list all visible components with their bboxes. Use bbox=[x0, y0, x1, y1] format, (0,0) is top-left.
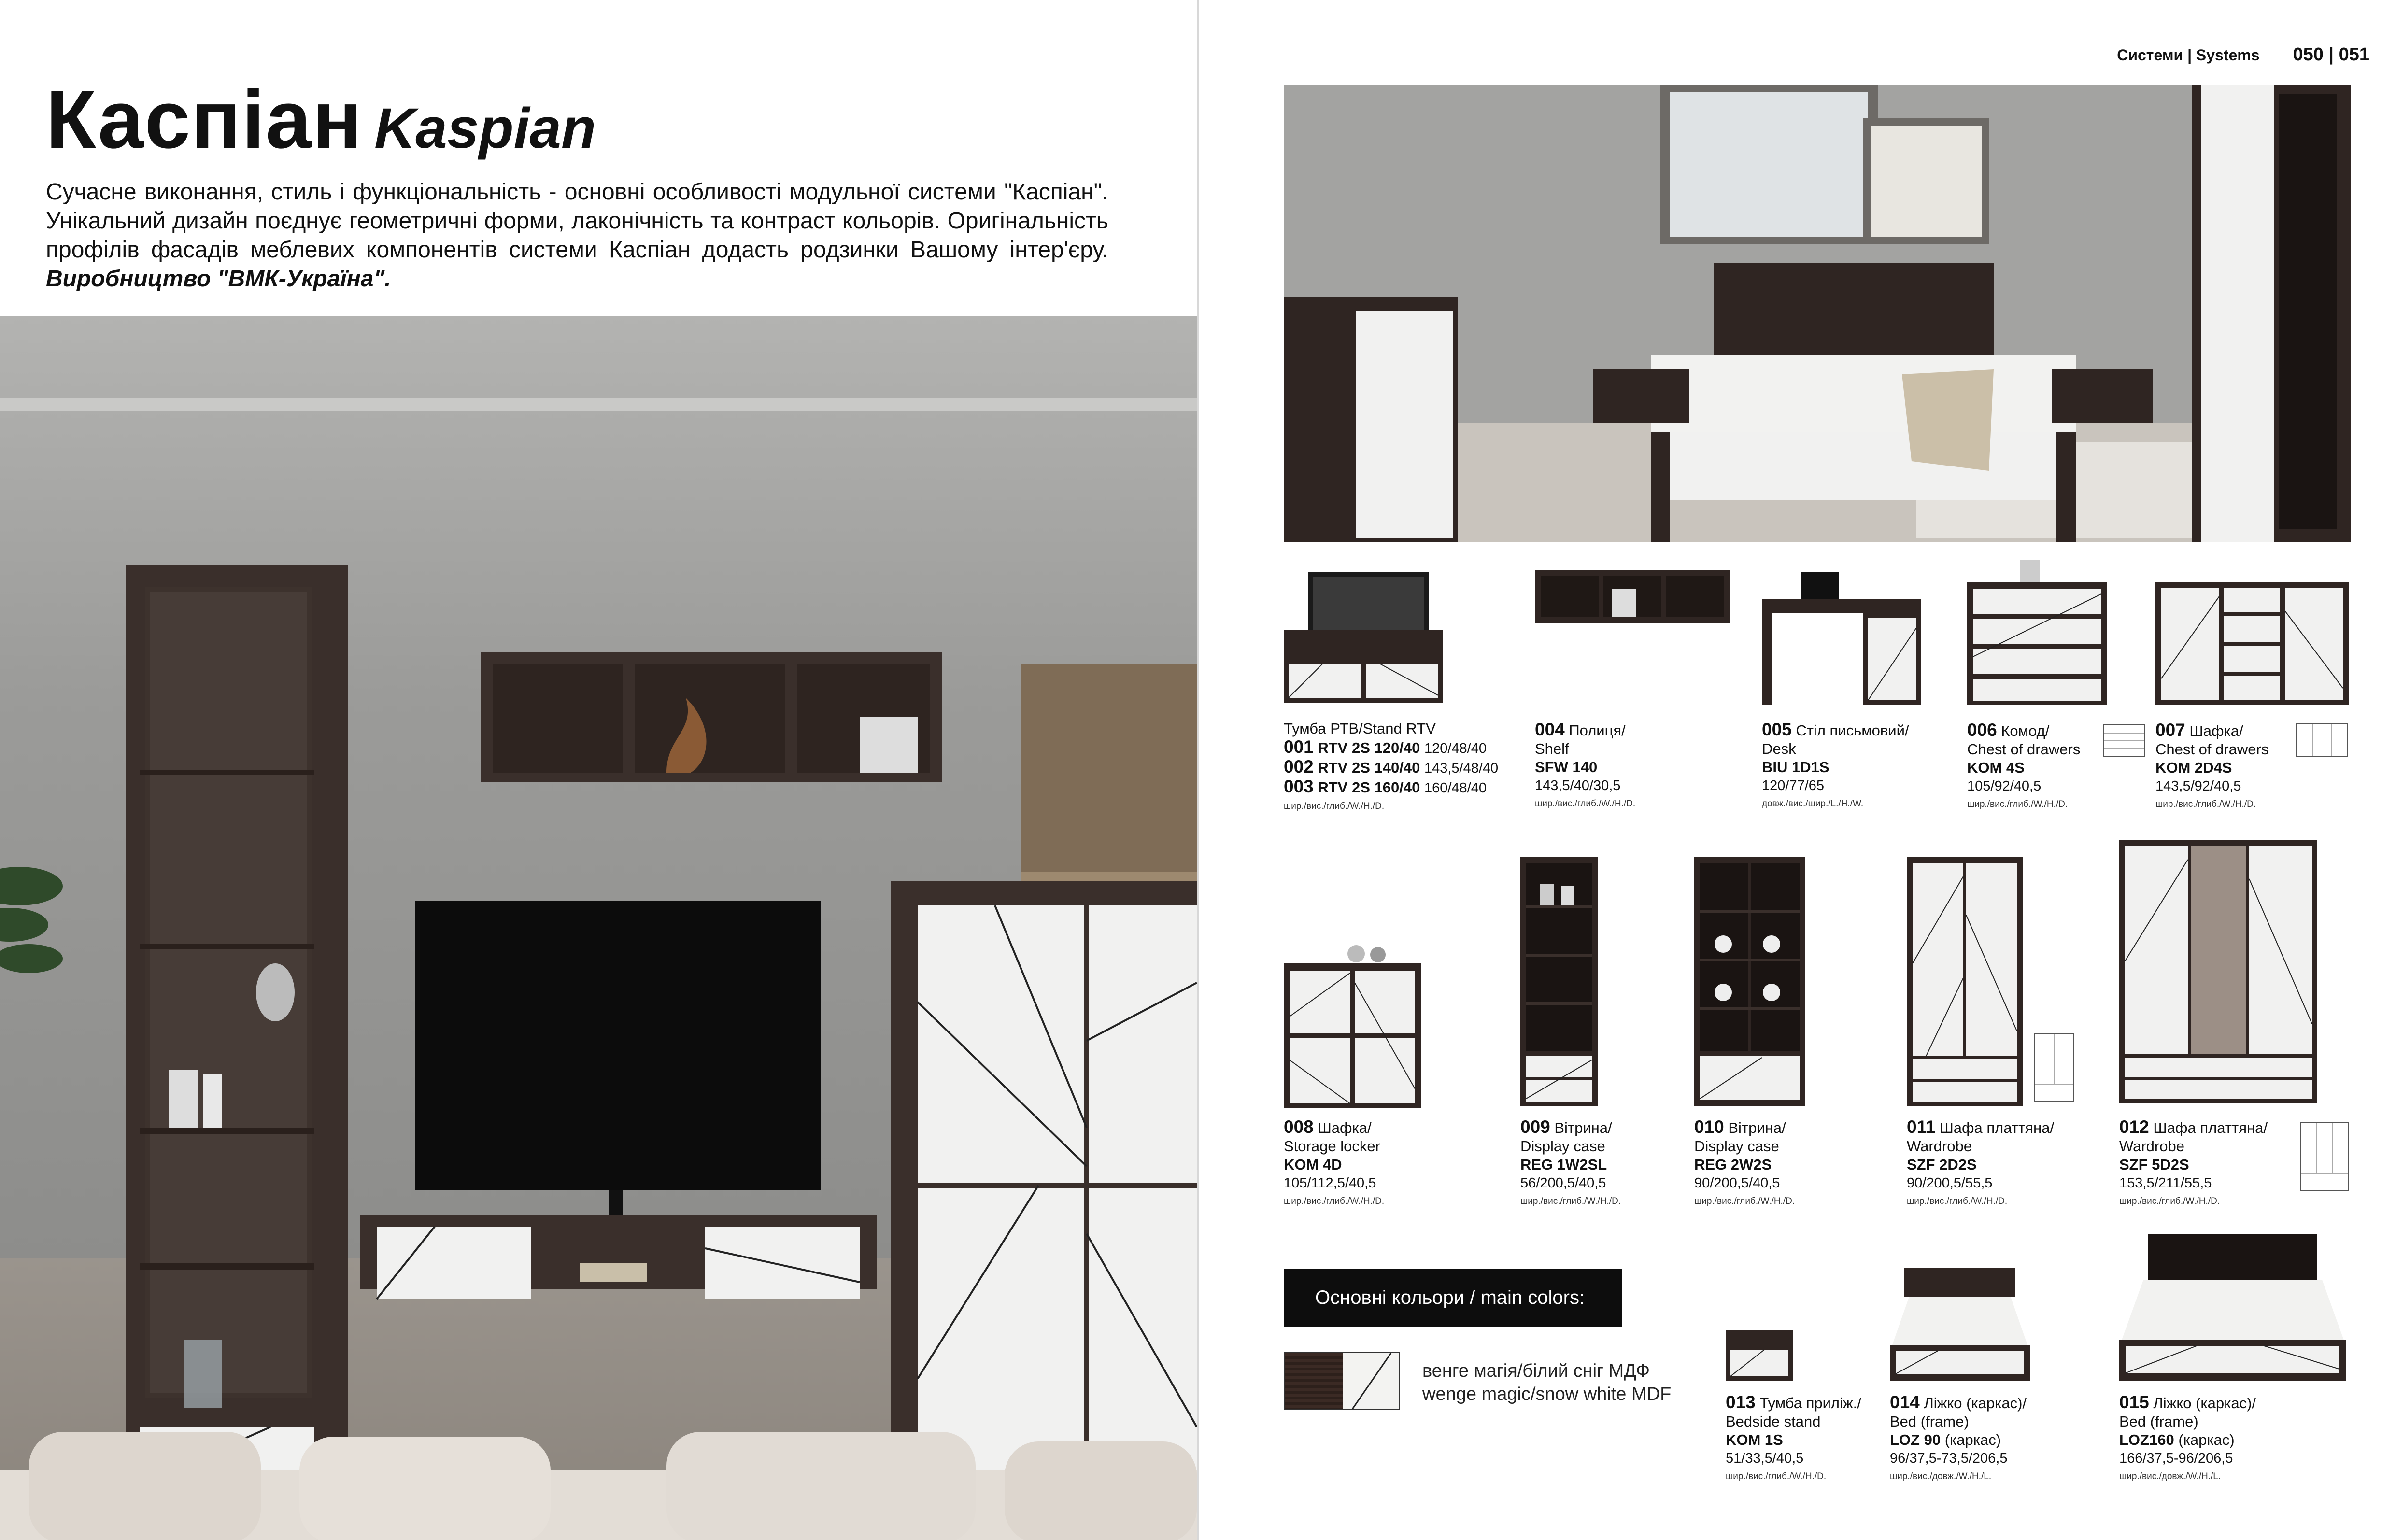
page-header bbox=[2117, 44, 2369, 65]
title-ua: Каспіан bbox=[46, 74, 363, 166]
tv-stand-variant-003: 003 RTV 2S 160/40 160/48/40 bbox=[1284, 777, 1487, 796]
chest-kom2d4s-thumb bbox=[2155, 582, 2349, 705]
chest-kom4s-drawing bbox=[2102, 723, 2146, 757]
product-storage-locker bbox=[1284, 944, 1467, 1224]
product-bed-90 bbox=[1890, 1268, 2073, 1509]
section-label: Системи | Systems bbox=[2117, 46, 2260, 64]
bedside-stand-thumb bbox=[1726, 1330, 1793, 1381]
tv-stand-thumb bbox=[1284, 570, 1443, 705]
shelf-caption: 004 Полиця/ Shelf SFW 140 143,5/40/30,5 шир./вис./глиб./W./H./D. bbox=[1535, 720, 1636, 809]
right-page bbox=[1199, 0, 2396, 1540]
tv-stand-caption bbox=[1284, 720, 1498, 816]
desk-thumb bbox=[1762, 570, 1921, 705]
display-case-1w2sl-caption: 009 Вітрина/ Display case REG 1W2SL 56/200,5/40,5 шир./вис./глиб./W./H./D. bbox=[1520, 1117, 1621, 1206]
color-name-en: wenge magic/snow white MDF bbox=[1422, 1384, 1672, 1404]
main-colors-heading: Основні кольори / main colors: bbox=[1284, 1269, 1622, 1327]
wardrobe-2d2s-drawing bbox=[2032, 1031, 2076, 1103]
product-bedside-stand bbox=[1726, 1330, 1885, 1504]
chest-kom2d4s-drawing bbox=[2296, 723, 2349, 758]
tv-stand-variant-002: 002 RTV 2S 140/40 143,5/48/40 bbox=[1284, 757, 1499, 777]
wardrobe-2d2s-caption: 011 Шафа платтяна/ Wardrobe SZF 2D2S 90/200,5/55,5 шир./вис./глиб./W./H./D. bbox=[1907, 1117, 2054, 1206]
chest-kom4s-thumb bbox=[1967, 560, 2107, 705]
production-note: Виробництво "ВМК-Україна". bbox=[46, 266, 391, 292]
page-numbers: 050 | 051 bbox=[2293, 44, 2369, 65]
wardrobe-5d2s-caption: 012 Шафа платтяна/ Wardrobe SZF 5D2S 153,5/211/55,5 шир./вис./глиб./W./H./D. bbox=[2119, 1117, 2268, 1206]
color-name-ua: венге магія/білий сніг МДФ bbox=[1422, 1361, 1650, 1381]
product-bed-160 bbox=[2119, 1234, 2351, 1514]
bed-160-thumb bbox=[2119, 1234, 2346, 1381]
color-swatch bbox=[1284, 1352, 1400, 1410]
left-page bbox=[0, 0, 1197, 1540]
living-room-photo bbox=[0, 316, 1197, 1540]
wardrobe-2d2s-thumb bbox=[1907, 857, 2023, 1106]
product-wardrobe-5d2s bbox=[2119, 840, 2370, 1227]
bed-160-caption: 015 Ліжко (каркас)/ Bed (frame) LOZ160 (каркас) 166/37,5-96/206,5 шир./вис./довж./W./H./L. bbox=[2119, 1392, 2256, 1482]
tv-stand-variant-001: 001 RTV 2S 120/40 120/48/40 bbox=[1284, 737, 1487, 757]
display-case-1w2sl-thumb bbox=[1520, 857, 1598, 1106]
snow-white-swatch bbox=[1343, 1353, 1399, 1409]
product-display-case-2w2s bbox=[1694, 857, 1878, 1224]
bedroom-photo bbox=[1284, 85, 2351, 542]
wenge-swatch bbox=[1285, 1353, 1343, 1409]
product-tv-stand bbox=[1284, 570, 1516, 840]
tv-stand-label: Тумба РТВ/Stand RTV bbox=[1284, 720, 1436, 737]
color-names bbox=[1422, 1359, 1671, 1406]
product-wardrobe-2d2s bbox=[1907, 857, 2090, 1224]
living-room-illustration bbox=[0, 316, 1197, 1540]
tv-stand-dims-legend: шир./вис./глиб./W./H./D. bbox=[1284, 801, 1385, 811]
bedroom-illustration bbox=[1284, 85, 2351, 542]
desk-caption: 005 Стіл письмовий/ Desk BIU 1D1S 120/77/65 довж./вис./шир./L./H./W. bbox=[1762, 720, 1909, 809]
display-case-2w2s-thumb bbox=[1694, 857, 1805, 1106]
product-desk bbox=[1762, 570, 1965, 840]
chest-kom4s-caption: 006 Комод/ Chest of drawers KOM 4S 105/92/40,5 шир./вис./глиб./W./H./D. bbox=[1967, 720, 2081, 809]
product-display-case-1w2sl bbox=[1520, 857, 1680, 1224]
product-chest-kom4s bbox=[1967, 560, 2155, 831]
shelf-thumb bbox=[1535, 570, 1730, 623]
display-case-2w2s-caption: 010 Вітрина/ Display case REG 2W2S 90/200,5/40,5 шир./вис./глиб./W./H./D. bbox=[1694, 1117, 1795, 1206]
page-title bbox=[46, 72, 596, 167]
intro-text bbox=[46, 178, 1108, 294]
bed-90-thumb bbox=[1890, 1268, 2030, 1381]
bed-90-caption: 014 Ліжко (каркас)/ Bed (frame) LOZ 90 (каркас) 96/37,5-73,5/206,5 шир./вис./довж./W./H./L. bbox=[1890, 1392, 2027, 1482]
product-chest-kom2d4s bbox=[2155, 582, 2378, 823]
intro-body: Сучасне виконання, стиль і функціональність - основні особливості модульної системи "Каспіан". Унікальний дизайн поєднує геометричні форми, лаконічність та контраст кольорів. Оригінальність профілів фасадів меблевих компонентів системи Каспіан додасть родзинки Вашому інтер'єру. bbox=[46, 179, 1108, 263]
chest-kom2d4s-caption: 007 Шафка/ Chest of drawers KOM 2D4S 143,5/92/40,5 шир./вис./глиб./W./H./D. bbox=[2155, 720, 2269, 809]
bedside-stand-caption: 013 Тумба приліж./ Bedside stand KOM 1S 51/33,5/40,5 шир./вис./глиб./W./H./D. bbox=[1726, 1392, 1861, 1482]
product-shelf bbox=[1535, 570, 1747, 840]
wardrobe-5d2s-thumb bbox=[2119, 840, 2317, 1103]
storage-locker-thumb bbox=[1284, 944, 1421, 1108]
wardrobe-5d2s-drawing bbox=[2298, 1120, 2351, 1193]
title-en: Kaspian bbox=[374, 97, 596, 160]
storage-locker-caption: 008 Шафка/ Storage locker KOM 4D 105/112,5/40,5 шир./вис./глиб./W./H./D. bbox=[1284, 1117, 1385, 1206]
